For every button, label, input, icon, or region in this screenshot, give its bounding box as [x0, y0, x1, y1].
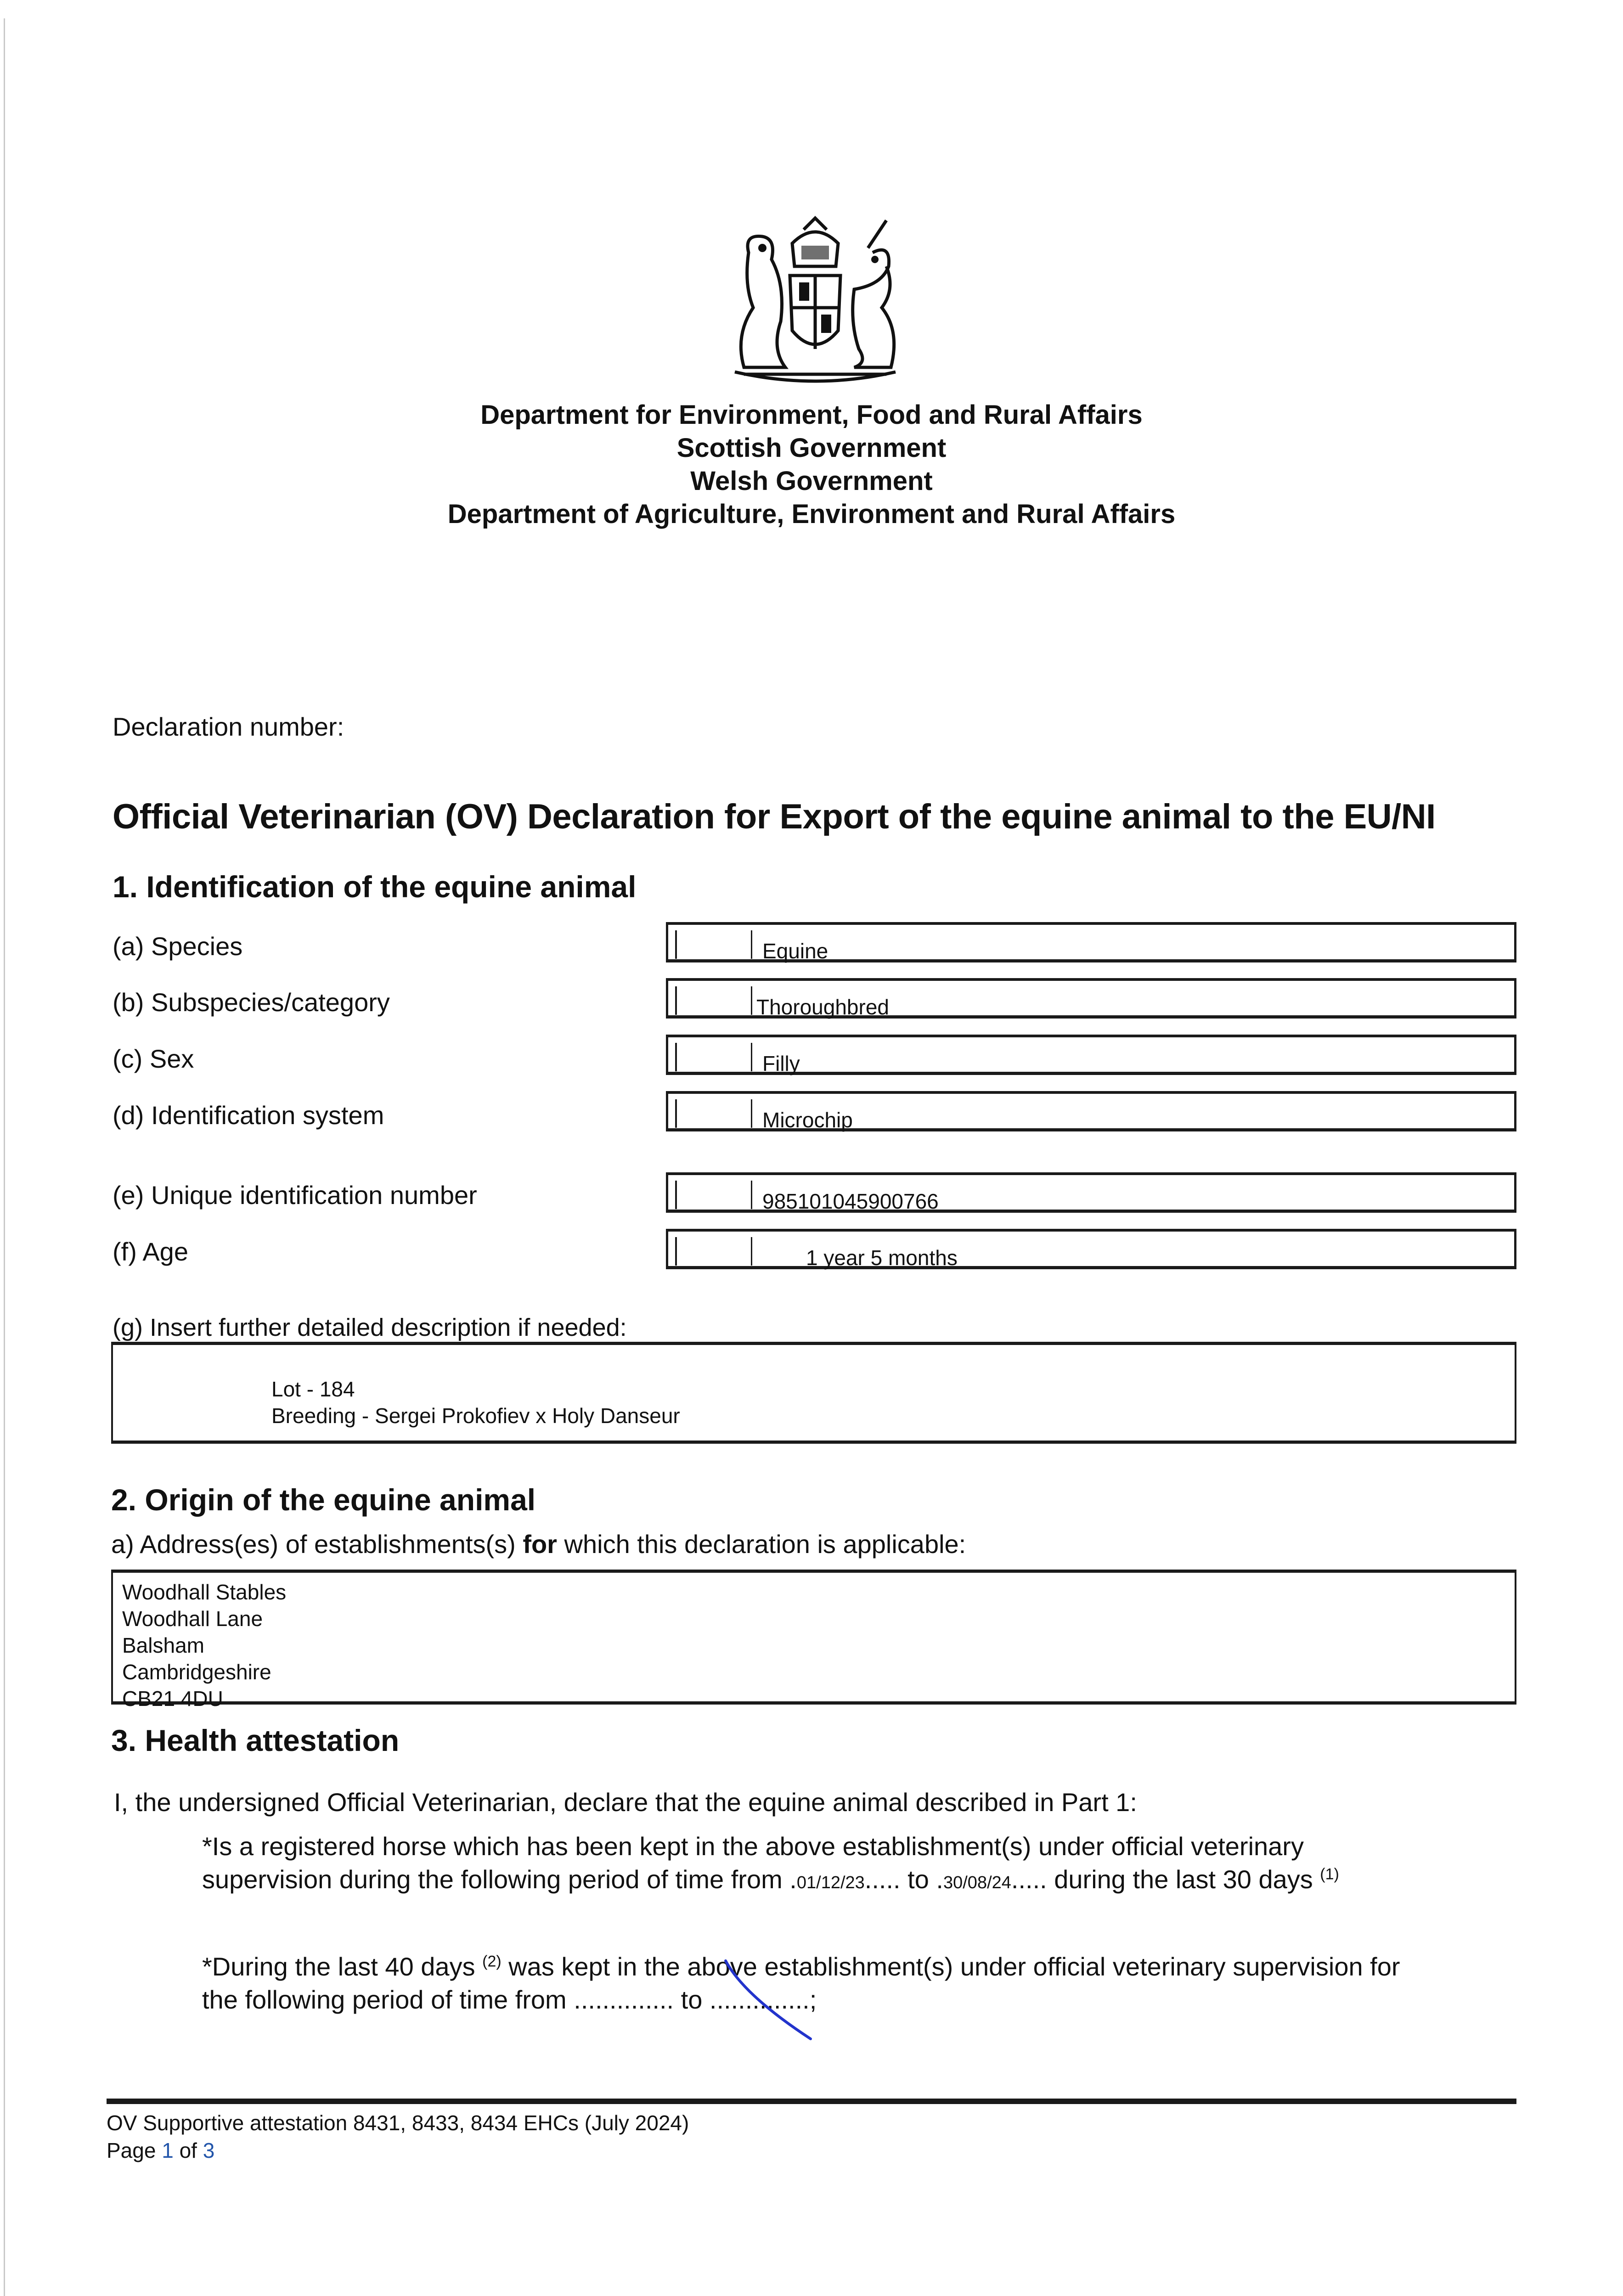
field-label-identification-system: (d) Identification system — [113, 1101, 384, 1130]
page-of: of — [173, 2138, 203, 2162]
clause-2-text: *During the last 40 days — [202, 1952, 483, 1981]
field-label-sex: (c) Sex — [113, 1044, 194, 1073]
address-label-text: which this declaration is applicable: — [557, 1530, 966, 1559]
address-box[interactable] — [111, 1570, 1516, 1711]
clause-1-line-2 — [202, 1864, 1339, 1894]
address-label — [111, 1529, 966, 1559]
section-3-heading: 3. Health attestation — [111, 1723, 400, 1757]
address-label-bold: for — [523, 1530, 557, 1559]
field-species[interactable] — [666, 922, 1516, 962]
field-divider — [675, 930, 677, 959]
field-unique-id[interactable] — [666, 1172, 1516, 1213]
field-divider — [675, 986, 677, 1015]
field-divider — [751, 1181, 752, 1209]
clause-2-line-2: the following period of time from .............. to ..............; — [202, 1985, 817, 2014]
description-line-lot: Lot - 184 — [271, 1377, 355, 1401]
from-date-field[interactable]: 01/12/23 — [796, 1873, 865, 1892]
field-value-subspecies: Thoroughbred — [756, 995, 889, 1019]
field-identification-system[interactable] — [666, 1091, 1516, 1131]
field-age[interactable] — [666, 1229, 1516, 1269]
declaration-number-value[interactable] — [377, 712, 560, 742]
clause-1-text: during the last 30 days — [1047, 1865, 1320, 1894]
field-divider — [675, 1043, 677, 1071]
footer-page-number — [107, 2138, 214, 2163]
pen-strike-mark-icon — [716, 1958, 817, 2041]
royal-coat-of-arms-icon — [716, 216, 914, 386]
document-title: Official Veterinarian (OV) Declaration for Export of the equine animal to the EU/NI — [113, 797, 1436, 836]
field-divider — [751, 930, 752, 959]
field-subspecies[interactable] — [666, 978, 1516, 1019]
footer-reference: OV Supportive attestation 8431, 8433, 8434 EHCs (July 2024) — [107, 2111, 689, 2135]
field-value-identification-system: Microchip — [762, 1108, 853, 1132]
section-1-heading: 1. Identification of the equine animal — [113, 870, 637, 904]
field-divider — [751, 1237, 752, 1266]
declaration-number-label: Declaration number: — [113, 712, 344, 741]
department-name-daera: Department of Agriculture, Environment and Rural Affairs — [447, 499, 1176, 529]
page-total: 3 — [203, 2138, 215, 2162]
field-divider — [675, 1181, 677, 1209]
field-label-age: (f) Age — [113, 1237, 188, 1266]
address-line: Balsham — [122, 1633, 204, 1657]
scan-edge-line — [4, 18, 5, 2296]
footer-divider — [107, 2099, 1516, 2104]
description-line-breeding: Breeding - Sergei Prokofiev x Holy Danseur — [271, 1404, 680, 1428]
clause-1-line-1: *Is a registered horse which has been kept in the above establishment(s) under official veterinary — [202, 1832, 1304, 1861]
page-current: 1 — [162, 2138, 174, 2162]
section-2-heading: 2. Origin of the equine animal — [111, 1483, 536, 1517]
dotted-fill: ..... — [1011, 1865, 1047, 1894]
field-divider — [751, 1043, 752, 1071]
address-line: Woodhall Stables — [122, 1580, 287, 1604]
address-line: Cambridgeshire — [122, 1660, 271, 1684]
address-label-text: a) Address(es) of establishments(s) — [111, 1530, 523, 1559]
clause-2-text: was kept in the above establishment(s) under official veterinary supervision for — [501, 1952, 1400, 1981]
department-name-scottish-government: Scottish Government — [676, 433, 947, 463]
description-box[interactable] — [111, 1342, 1516, 1444]
field-label-subspecies: (b) Subspecies/category — [113, 988, 390, 1017]
address-line: Woodhall Lane — [122, 1607, 263, 1631]
field-label-species: (a) Species — [113, 932, 243, 961]
field-value-species: Equine — [762, 939, 828, 963]
clause-1-text: supervision during the following period of time from . — [202, 1865, 797, 1894]
dotted-fill: . — [929, 1865, 943, 1894]
field-divider — [751, 1099, 752, 1128]
to-date-field[interactable]: 30/08/24 — [943, 1873, 1011, 1892]
field-label-unique-id: (e) Unique identification number — [113, 1181, 477, 1210]
footnote-ref-1: (1) — [1320, 1865, 1339, 1883]
dotted-fill: ..... — [864, 1865, 908, 1894]
description-label: (g) Insert further detailed description if needed: — [113, 1314, 627, 1341]
department-name-defra: Department for Environment, Food and Rural Affairs — [480, 400, 1143, 430]
field-divider — [751, 986, 752, 1015]
field-divider — [675, 1237, 677, 1266]
health-attestation-intro: I, the undersigned Official Veterinarian, declare that the equine animal described in Part 1: — [114, 1788, 1137, 1817]
field-divider — [675, 1099, 677, 1128]
clause-1-text: to — [907, 1865, 929, 1894]
field-value-unique-id: 985101045900766 — [762, 1189, 939, 1213]
page-label: Page — [107, 2138, 162, 2162]
field-sex[interactable] — [666, 1035, 1516, 1075]
field-value-sex: Filly — [762, 1052, 800, 1075]
footnote-ref-2: (2) — [482, 1953, 502, 1970]
field-value-age: 1 year 5 months — [806, 1246, 958, 1270]
department-name-welsh-government: Welsh Government — [690, 466, 933, 496]
address-line-postcode: CB21 4DU — [122, 1687, 223, 1711]
